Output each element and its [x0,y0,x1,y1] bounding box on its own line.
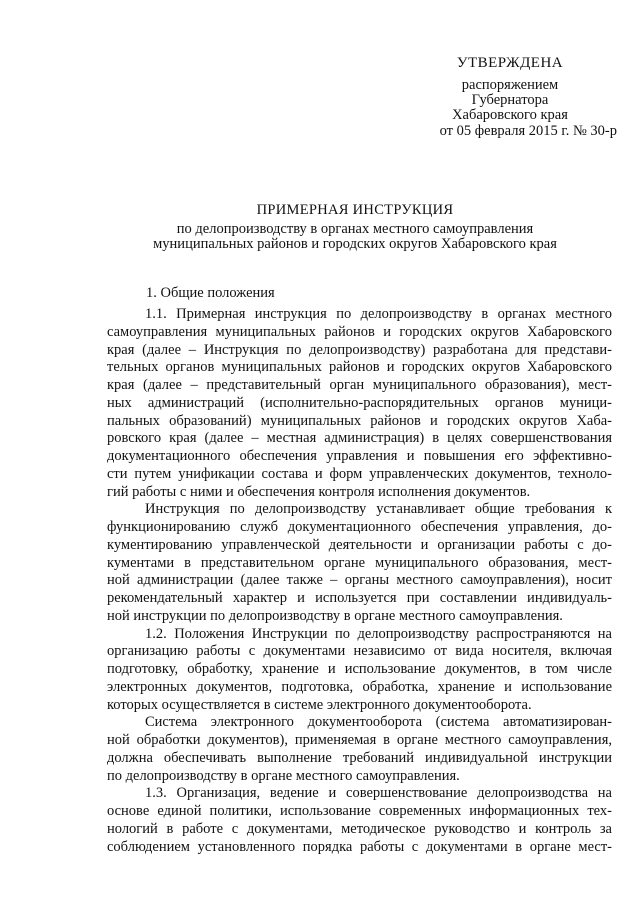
text-line: Инструкция по делопроизводству устанавливает общие требования к [145,501,612,518]
text-line: соблюдением установленного порядка работы с документами в органе мест- [107,838,612,855]
text-line: Система электронного документооборота (система автоматизирован- [145,714,612,731]
text-line: которых осуществляется в системе электронного документооборота. [107,696,532,713]
text-line: по делопроизводству в органе местного самоуправления. [107,767,460,784]
text-line: электронных документов, подготовка, обработка, хранение и использование [107,678,612,695]
text-line: тельных органов муниципальных районов и городских округов Хабаровского [107,359,612,376]
text-line: документационного обеспечения управления и повышения его эффективно- [107,448,612,464]
text-line: 1.3. Организация, ведение и совершенствование делопроизводства на [145,785,612,802]
text-line: подготовку, обработку, хранение и использование документов, в том числе [107,661,612,677]
text-line: самоуправления муниципальных районов и городских округов Хабаровского [107,323,612,340]
text-line: ной администрации (далее также – органы местного самоуправления), носит [107,572,612,589]
body-text [107,306,612,856]
text-line: ной обработки документов), применяемая в органе местного самоуправления, [107,732,612,748]
text-line: нологий в работе с документами, методическое руководство и контроль за [107,820,612,837]
text-line: сти путем унификации состава и форм управленческих документов, техноло- [107,465,612,482]
approval-date: от 05 февраля 2015 г. № 30-р [439,123,617,139]
title-subtitle-2: муниципальных районов и городских округов Хабаровского края [153,236,557,252]
section-heading: 1. Общие положения [146,285,275,301]
text-line: гий работы с ними и обеспечения контроля исполнения документов. [107,483,531,500]
text-line: ровского края (далее – местная администрация) в целях совершенствования [107,430,612,447]
title-main: ПРИМЕРНАЯ ИНСТРУКЦИЯ [256,202,454,218]
text-line: функционированию служб документационного обеспечения управления, до- [107,519,612,535]
document-title [60,203,640,253]
approval-line-3: Хабаровского края [452,107,568,123]
text-line: организацию работы с документами независимо от вида носителя, включая [107,643,612,660]
approval-stamp [395,56,625,139]
text-line: кументированию управленческой деятельности и организации работы с до- [107,536,612,553]
title-subtitle-1: по делопроизводству в органах местного самоуправления [176,220,534,237]
approval-heading: УТВЕРЖДЕНА [456,55,564,71]
text-line: края (далее – представительный орган муниципального образования), мест- [107,377,612,393]
approval-line-1: распоряжением [461,77,559,93]
text-line: пальных образований) муниципальных районов и городских округов Хаба- [107,412,612,429]
text-line: 1.2. Положения Инструкции по делопроизводству распространяются на [145,625,612,642]
approval-line-2: Губернатора [471,92,549,108]
text-line: рекомендательный характер и используется при составлении индивидуаль- [107,590,612,606]
text-line: ной инструкции по делопроизводству в органе местного самоуправления. [107,607,563,624]
text-line: основе единой политики, использование современных информационных тех- [107,803,612,819]
text-line: 1.1. Примерная инструкция по делопроизводству в органах местного [145,306,612,322]
text-line: кументами в представительном органе муниципального образования, мест- [107,554,612,571]
text-line: края (далее – Инструкция по делопроизводству) разработана для представи- [107,341,612,358]
text-line: ных администраций (исполнительно-распорядительных органов муници- [107,394,612,411]
text-line: должна обеспечивать выполнение требований индивидуальной инструкции [107,749,612,766]
